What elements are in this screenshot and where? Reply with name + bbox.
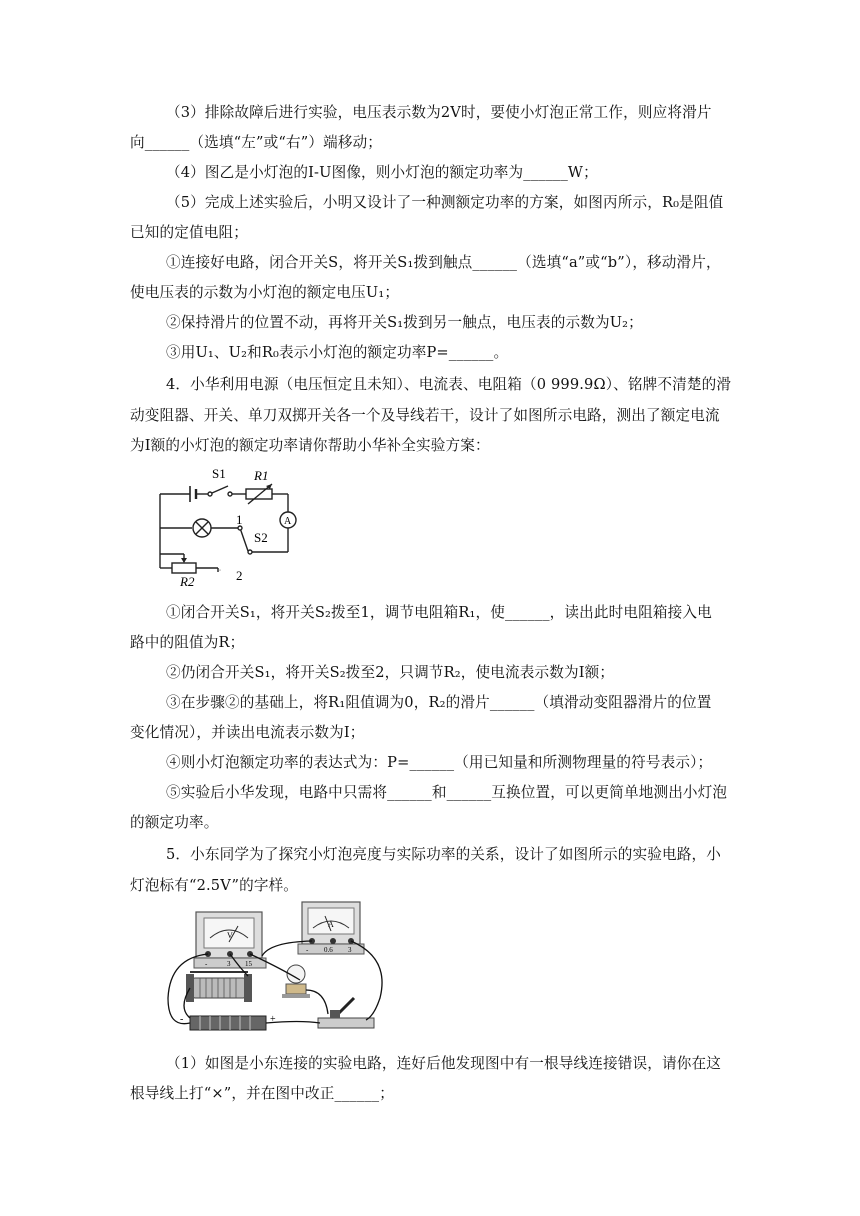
text-line: ③在步骤②的基础上，将R₁阻值调为0，R₂的滑片______（填滑动变阻器滑片的位置 xyxy=(166,694,712,711)
text-line: 路中的阻值为R； xyxy=(130,634,245,651)
text-line: 已知的定值电阻； xyxy=(130,224,248,241)
battery-plus: + xyxy=(270,1014,276,1025)
text-line: （3）排除故障后进行实验，电压表示数为2V时，要使小灯泡正常工作，则应将滑片 xyxy=(166,104,712,121)
text-line: 根导线上打“×”，并在图中改正______； xyxy=(130,1085,394,1102)
text-line: 灯泡标有“2.5V”的字样。 xyxy=(130,877,299,894)
r2-label: R2 xyxy=(180,574,195,589)
text-line: 为I额的小灯泡的额定功率请你帮助小华补全实验方案： xyxy=(130,437,490,454)
v-terminal-15: 15 xyxy=(245,960,252,968)
apparatus-illustration xyxy=(150,898,410,1044)
question-5: 5．小东同学为了探究小灯泡亮度与实际功率的关系，设计了如图所示的实验电路，小 xyxy=(166,846,721,863)
s2-label: S2 xyxy=(254,530,268,545)
v-terminal-3: 3 xyxy=(227,960,231,968)
voltmeter-symbol: V xyxy=(227,931,233,940)
rheostat xyxy=(186,972,252,1002)
text-line: ①闭合开关S₁，将开关S₂拨至1，调节电阻箱R₁，使______，读出此时电阻箱接入电 xyxy=(166,604,712,621)
text-line: 变化情况），并读出电流表示数为I； xyxy=(130,724,365,741)
battery xyxy=(180,1014,276,1030)
circuit-diagram xyxy=(150,462,310,590)
text-line: ⑤实验后小华发现，电路中只需将______和______互换位置，可以更简单地测出小灯泡 xyxy=(166,784,728,801)
text-line: （4）图乙是小灯泡的I-U图像，则小灯泡的额定功率为______W； xyxy=(166,164,598,181)
a-terminal-3: 3 xyxy=(348,946,352,954)
ammeter-label: A xyxy=(284,516,292,527)
voltmeter xyxy=(194,912,266,968)
contact-2-label: 2 xyxy=(236,568,243,583)
s1-label: S1 xyxy=(212,466,226,481)
knife-switch xyxy=(318,998,374,1028)
battery-minus: - xyxy=(180,1014,184,1025)
text-line: ①连接好电路，闭合开关S，将开关S₁拨到触点______（选填“a”或“b”），移动滑片， xyxy=(166,254,721,271)
ammeter xyxy=(298,902,364,954)
text-line: （1）如图是小东连接的实验电路，连好后他发现图中有一根导线连接错误，请你在这 xyxy=(166,1055,721,1072)
text-line: （5）完成上述实验后，小明又设计了一种测额定功率的方案，如图丙所示，R₀是阻值 xyxy=(166,194,724,211)
text-line: 使电压表的示数为小灯泡的额定电压U₁； xyxy=(130,284,400,301)
question-4: 4．小华利用电源（电压恒定且未知）、电流表、电阻箱（0 999.9Ω）、铭牌不清楚的滑 xyxy=(166,376,732,393)
text-line: ②保持滑片的位置不动，再将开关S₁拨到另一触点，电压表的示数为U₂； xyxy=(166,314,643,331)
lamp xyxy=(282,965,310,998)
text-line: ③用U₁、U₂和R₀表示小灯泡的额定功率P=______。 xyxy=(166,344,509,361)
text-line: ②仍闭合开关S₁，将开关S₂拨至2，只调节R₂，使电流表示数为I额； xyxy=(166,664,615,681)
a-terminal-06: 0.6 xyxy=(324,946,333,954)
r1-label: R1 xyxy=(254,468,269,483)
text-line: 动变阻器、开关、单刀双掷开关各一个及导线若干，设计了如图所示电路，测出了额定电流 xyxy=(130,407,720,424)
text-line: ④则小灯泡额定功率的表达式为：P=______（用已知量和所测物理量的符号表示）； xyxy=(166,754,713,771)
ammeter-symbol: A xyxy=(328,920,334,929)
a-terminal-neg: - xyxy=(306,946,309,954)
text-line: 的额定功率。 xyxy=(130,814,219,831)
v-terminal-neg: - xyxy=(205,960,208,968)
text-line: 向______（选填“左”或“右”）端移动； xyxy=(130,134,383,151)
contact-1-label: 1 xyxy=(236,512,243,527)
